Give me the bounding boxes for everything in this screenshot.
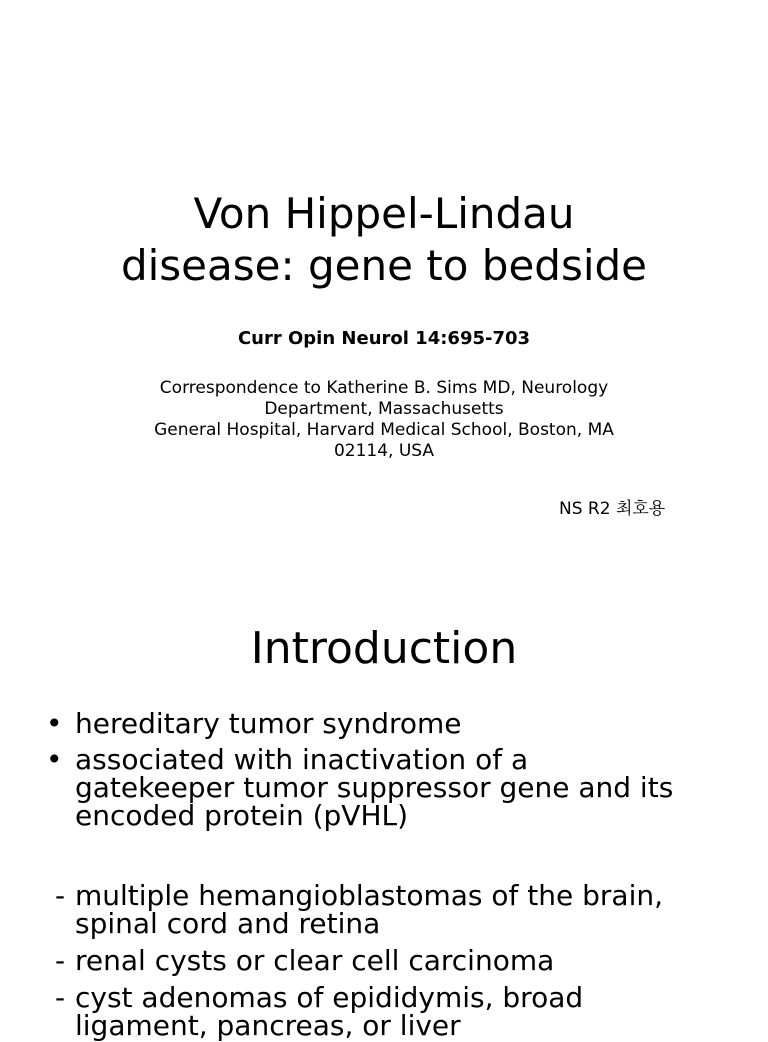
- dash-text: spinal cord and retina: [75, 907, 381, 940]
- dash-item: [0, 981, 768, 1042]
- dash-item: [0, 944, 768, 977]
- dash-text: cyst adenomas of epididymis, broad: [75, 981, 584, 1014]
- slide-title-line: disease: gene to bedside: [120, 241, 648, 290]
- correspondence-line: General Hospital, Harvard Medical School, Boston, MA: [154, 420, 614, 440]
- bullet-item: [0, 707, 768, 740]
- correspondence-block: [0, 378, 768, 419]
- presenter-name: NS R2 최호용: [559, 499, 666, 519]
- dash-item: [0, 879, 768, 940]
- bullet-marker: •: [46, 707, 63, 740]
- slide-title: [0, 188, 768, 292]
- bullet-text: associated with inactivation of a: [75, 743, 529, 776]
- correspondence-block: [0, 420, 768, 461]
- bullet-text: hereditary tumor syndrome: [75, 707, 462, 740]
- journal-citation: Curr Opin Neurol 14:695-703: [237, 328, 531, 349]
- slide-content: [0, 707, 768, 1042]
- slide-title: Introduction: [250, 623, 518, 674]
- dash-marker: -: [55, 981, 66, 1014]
- bullet-marker: •: [46, 743, 63, 776]
- correspondence-line: Department, Massachusetts: [264, 398, 504, 419]
- introduction-slide: [0, 576, 768, 1042]
- dash-marker: -: [55, 944, 66, 977]
- dash-marker: -: [55, 879, 66, 912]
- slide-title-line: Von Hippel-Lindau: [193, 189, 575, 238]
- correspondence-line: Correspondence to Katherine B. Sims MD, Neurology: [159, 378, 609, 398]
- bullet-text: encoded protein (pVHL): [75, 799, 409, 832]
- bullet-text: gatekeeper tumor suppressor gene and its: [75, 771, 674, 804]
- dash-text: ligament, pancreas, or liver: [75, 1009, 461, 1042]
- bullet-item: [0, 743, 768, 832]
- dash-text: renal cysts or clear cell carcinoma: [75, 944, 555, 977]
- dash-text: multiple hemangioblastomas of the brain,: [75, 879, 664, 912]
- correspondence-line: 02114, USA: [333, 440, 435, 461]
